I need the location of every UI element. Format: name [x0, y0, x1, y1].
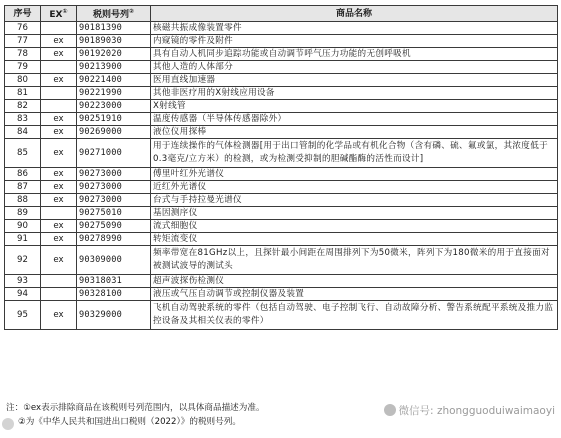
- row-name-cell: 傅里叶红外光谱仪: [151, 168, 558, 181]
- table-row: [5, 61, 558, 74]
- row-name-cell: 用于连续操作的气体检测器[用于出口管制的化学品或有机化合物（含有磷、硫、氟或氯，其浓度低于0.3毫克/立方米）的检测，或为检测受抑制的胆碱酯酶的活性而设计]: [151, 139, 558, 168]
- table-row: [5, 181, 558, 194]
- row-ex-cell: ex: [41, 233, 77, 246]
- table-row: [5, 288, 558, 301]
- row-ex-cell: ex: [41, 246, 77, 275]
- row-seq-cell: 90: [5, 220, 41, 233]
- row-seq-cell: 86: [5, 168, 41, 181]
- row-ex-cell: [41, 61, 77, 74]
- row-ex-cell: [41, 100, 77, 113]
- row-seq-cell: 81: [5, 87, 41, 100]
- row-ex-cell: [41, 87, 77, 100]
- table-row: [5, 87, 558, 100]
- row-code-cell: 90181390: [77, 22, 151, 35]
- table-row: [5, 74, 558, 87]
- row-code-cell: 90271000: [77, 139, 151, 168]
- row-seq-cell: 87: [5, 181, 41, 194]
- row-code-cell: 90223000: [77, 100, 151, 113]
- row-code-cell: 90278990: [77, 233, 151, 246]
- row-seq-cell: 84: [5, 126, 41, 139]
- table-row: [5, 48, 558, 61]
- row-code-cell: 90269000: [77, 126, 151, 139]
- row-ex-cell: [41, 207, 77, 220]
- row-name-cell: 近红外光谱仪: [151, 181, 558, 194]
- row-ex-cell: ex: [41, 181, 77, 194]
- row-name-cell: 流式细胞仪: [151, 220, 558, 233]
- row-code-cell: 90273000: [77, 181, 151, 194]
- row-name-cell: 内窥镜的零件及附件: [151, 35, 558, 48]
- table-row: [5, 233, 558, 246]
- row-code-cell: 90309000: [77, 246, 151, 275]
- row-name-cell: 核磁共振成像装置零件: [151, 22, 558, 35]
- row-ex-cell: ex: [41, 48, 77, 61]
- row-seq-cell: 88: [5, 194, 41, 207]
- row-name-cell: 液压或气压自动调节或控制仪器及装置: [151, 288, 558, 301]
- row-name-cell: 频率带宽在81GHz以上，且探针最小间距在周围排列下为50微米，阵列下为180微米的用于直接面对被测试波导的测试头: [151, 246, 558, 275]
- row-ex-cell: [41, 275, 77, 288]
- table-row: [5, 220, 558, 233]
- row-seq-cell: 83: [5, 113, 41, 126]
- footnote-mark-1: ①: [62, 8, 68, 15]
- footnote-1: 注：①ex表示排除商品在该税则号列范围内，以具体商品描述为准。: [6, 403, 265, 413]
- header-ex: EX①: [41, 6, 77, 22]
- row-name-cell: 转矩流变仪: [151, 233, 558, 246]
- row-seq-cell: 80: [5, 74, 41, 87]
- wechat-icon: [384, 404, 396, 416]
- row-seq-cell: 79: [5, 61, 41, 74]
- table-row: [5, 168, 558, 181]
- row-name-cell: 基因测序仪: [151, 207, 558, 220]
- row-code-cell: 90192020: [77, 48, 151, 61]
- row-seq-cell: 78: [5, 48, 41, 61]
- row-name-cell: 超声波探伤检测仪: [151, 275, 558, 288]
- row-seq-cell: 85: [5, 139, 41, 168]
- row-ex-cell: [41, 288, 77, 301]
- row-code-cell: 90189030: [77, 35, 151, 48]
- table-header-row: [5, 6, 558, 22]
- row-name-cell: 液位仪用探棒: [151, 126, 558, 139]
- table-row: [5, 301, 558, 330]
- header-seq: 序号: [5, 6, 41, 22]
- row-seq-cell: 93: [5, 275, 41, 288]
- table-row: [5, 246, 558, 275]
- table-row: [5, 207, 558, 220]
- table-row: [5, 113, 558, 126]
- table-row: [5, 275, 558, 288]
- row-code-cell: 90251910: [77, 113, 151, 126]
- row-name-cell: 医用直线加速器: [151, 74, 558, 87]
- table-row: [5, 22, 558, 35]
- row-code-cell: 90273000: [77, 168, 151, 181]
- row-name-cell: 其他非医疗用的X射线应用设备: [151, 87, 558, 100]
- row-code-cell: 90275010: [77, 207, 151, 220]
- table-row: [5, 126, 558, 139]
- row-code-cell: 90221990: [77, 87, 151, 100]
- row-seq-cell: 95: [5, 301, 41, 330]
- footnote-mark-2: ②: [128, 8, 135, 15]
- row-seq-cell: 92: [5, 246, 41, 275]
- row-code-cell: 90275090: [77, 220, 151, 233]
- row-ex-cell: ex: [41, 74, 77, 87]
- row-ex-cell: ex: [41, 126, 77, 139]
- row-code-cell: 90328100: [77, 288, 151, 301]
- row-ex-cell: ex: [41, 194, 77, 207]
- row-name-cell: 飞机自动驾驶系统的零件（包括自动驾驶、电子控制飞行、自动故障分析、警告系统配平系统及推力监控设备及其相关仪表的零件）: [151, 301, 558, 330]
- row-seq-cell: 77: [5, 35, 41, 48]
- row-ex-cell: ex: [41, 139, 77, 168]
- row-name-cell: 台式与手持拉曼光谱仪: [151, 194, 558, 207]
- row-code-cell: 90221400: [77, 74, 151, 87]
- row-name-cell: 其他人造的人体部分: [151, 61, 558, 74]
- table-row: [5, 139, 558, 168]
- row-ex-cell: ex: [41, 113, 77, 126]
- table-row: [5, 194, 558, 207]
- row-ex-cell: [41, 22, 77, 35]
- row-name-cell: X射线管: [151, 100, 558, 113]
- table-row: [5, 100, 558, 113]
- row-code-cell: 90213900: [77, 61, 151, 74]
- row-code-cell: 90273000: [77, 194, 151, 207]
- row-seq-cell: 82: [5, 100, 41, 113]
- footnote-2: ②为《中华人民共和国进出口税则（2022）》的税则号列。: [18, 417, 241, 427]
- header-code: 税则号列②: [77, 6, 151, 22]
- row-name-cell: 温度传感器（半导体传感器除外）: [151, 113, 558, 126]
- commodity-table: [4, 5, 558, 330]
- header-name: 商品名称: [151, 6, 558, 22]
- row-ex-cell: ex: [41, 168, 77, 181]
- row-seq-cell: 94: [5, 288, 41, 301]
- row-code-cell: 90329000: [77, 301, 151, 330]
- watermark-logo-icon: [2, 418, 14, 430]
- row-ex-cell: ex: [41, 220, 77, 233]
- table-row: [5, 35, 558, 48]
- row-ex-cell: ex: [41, 35, 77, 48]
- row-seq-cell: 91: [5, 233, 41, 246]
- row-seq-cell: 76: [5, 22, 41, 35]
- wechat-watermark: [384, 403, 555, 418]
- watermark-text: 微信号: zhongguoduiwaimaoyi: [398, 405, 555, 417]
- row-code-cell: 90318031: [77, 275, 151, 288]
- row-name-cell: 具有自动人机同步追踪功能或自动调节呼气压力功能的无创呼吸机: [151, 48, 558, 61]
- row-ex-cell: ex: [41, 301, 77, 330]
- row-seq-cell: 89: [5, 207, 41, 220]
